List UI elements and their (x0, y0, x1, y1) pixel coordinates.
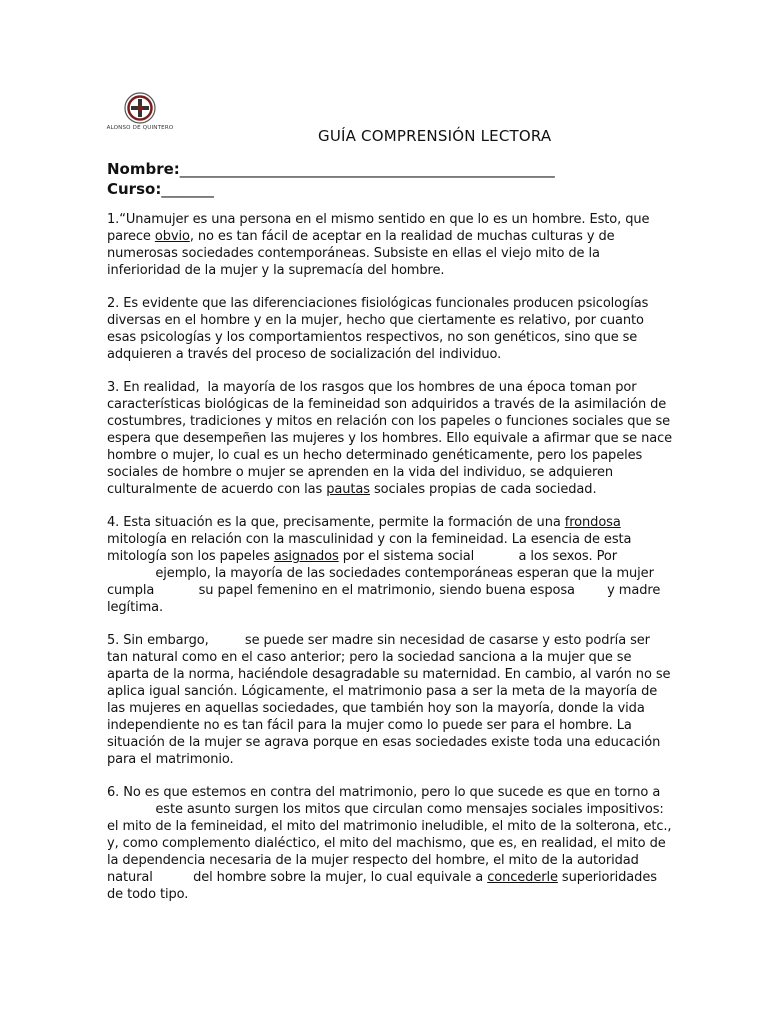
text-line: parece obvio, no es tan fácil de aceptar en la realidad de muchas culturas y de (107, 229, 615, 244)
reading-text (107, 211, 673, 919)
text-line: legítima. (107, 600, 164, 615)
text-line: características biológicas de la femineidad son adquiridos a través de la asimilación de (107, 397, 667, 412)
text-line: para el matrimonio. (107, 752, 234, 767)
page-title: GUÍA COMPRENSIÓN LECTORA (318, 127, 552, 145)
underlined-word: concederle (487, 870, 558, 885)
text-line: natural del hombre sobre la mujer, lo cual equivale a concederle superioridades (107, 870, 657, 885)
text-line: este asunto surgen los mitos que circulan como mensajes sociales impositivos: (107, 802, 664, 817)
underlined-word: obvio (154, 229, 190, 244)
paragraph-3 (107, 379, 673, 498)
text-line: la dependencia necesaria de la mujer respecto del hombre, el mito de la autoridad (107, 853, 639, 868)
text-line: cumpla su papel femenino en el matrimonio, siendo buena esposa y madre (107, 583, 661, 598)
text-line: culturalmente de acuerdo con las pautas sociales propias de cada sociedad. (107, 482, 597, 497)
text-line: inferioridad de la mujer y la supremacía del hombre. (107, 263, 445, 278)
text-line: ejemplo, la mayoría de las sociedades contemporáneas esperan que la mujer (107, 566, 654, 581)
curso-label: Curso: (107, 180, 162, 198)
paragraph-5 (107, 632, 671, 768)
text-line: esas psicologías y los comportamientos respectivos, no son genéticos, sino que se (107, 330, 638, 345)
logo-caption: ALONSO DE QUINTERO (106, 125, 174, 131)
text-line: diversas en el hombre y en la mujer, hecho que ciertamente es relativo, por cuanto (107, 313, 644, 328)
text-line: numerosas sociedades contemporáneas. Subsiste en ellas el viejo mito de la (107, 246, 600, 261)
text-line: 5. Sin embargo, se puede ser madre sin necesidad de casarse y esto podría ser (107, 633, 650, 648)
text-line: aparta de la norma, haciéndole desagradable su maternidad. En cambio, al varón no se (107, 667, 671, 682)
text-line: de todo tipo. (107, 887, 189, 902)
text-line: adquieren a través del proceso de socialización del individuo. (107, 347, 502, 362)
text-line: hombre o mujer, lo cual es un hecho determinado genéticamente, pero los papeles (107, 448, 643, 463)
text-line: situación de la mujer se agrava porque en esas sociedades existe toda una educación (107, 735, 661, 750)
text-line: sociales de hombre o mujer se aprenden en la vida del individuo, se adquieren (107, 465, 614, 480)
text-line: 1.“Unamujer es una persona en el mismo sentido en que lo es un hombre. Esto, que (107, 212, 650, 227)
underlined-word: asignados (273, 549, 339, 564)
text-line: las mujeres en aquellas sociedades, que también hoy son la mayoría, donde la vida (107, 701, 645, 716)
curso-field (107, 180, 214, 198)
text-line: 2. Es evidente que las diferenciaciones fisiológicas funcionales producen psicologías (107, 296, 649, 311)
text-line: el mito de la femineidad, el mito del matrimonio ineludible, el mito de la solterona, etc., (107, 819, 672, 834)
text-line: costumbres, tradiciones y mitos en relación con los papeles o funciones sociales que se (107, 414, 671, 429)
text-line: 6. No es que estemos en contra del matrimonio, pero lo que sucede es que en torno a (107, 785, 661, 800)
text-line: mitología son los papeles asignados por el sistema social a los sexos. Por (107, 549, 617, 564)
school-crest-icon (124, 92, 156, 124)
paragraph-6 (107, 784, 672, 903)
nombre-field (107, 160, 555, 178)
curso-blank-line: _______ (161, 180, 214, 198)
paragraph-1 (107, 211, 655, 279)
text-line: espera que desempeñen las mujeres y los hombres. Ello equivale a afirmar que se nace (107, 431, 673, 446)
paragraph-4 (107, 514, 661, 616)
school-logo (104, 92, 176, 138)
text-line: mitología en relación con la masculinidad y con la femineidad. La esencia de esta (107, 532, 632, 547)
underlined-word: frondosa (564, 515, 621, 530)
paragraph-2 (107, 295, 655, 363)
text-line: tan natural como en el caso anterior; pero la sociedad sanciona a la mujer que se (107, 650, 632, 665)
nombre-blank-line: __________________________________________________ (179, 160, 555, 178)
underlined-word: pautas (326, 482, 370, 497)
text-line: 4. Esta situación es la que, precisamente, permite la formación de una frondosa (107, 515, 621, 530)
text-line: 3. En realidad, la mayoría de los rasgos que los hombres de una época toman por (107, 380, 637, 395)
text-line: y, como complemento dialéctico, el mito del machismo, que es, en realidad, el mito de (107, 836, 666, 851)
nombre-label: Nombre: (107, 160, 180, 178)
text-line: independiente no es tan fácil para la mujer como lo puede ser para el hombre. La (107, 718, 632, 733)
text-line: aplica igual sanción. Lógicamente, el matrimonio pasa a ser la meta de la mayoría de (107, 684, 658, 699)
